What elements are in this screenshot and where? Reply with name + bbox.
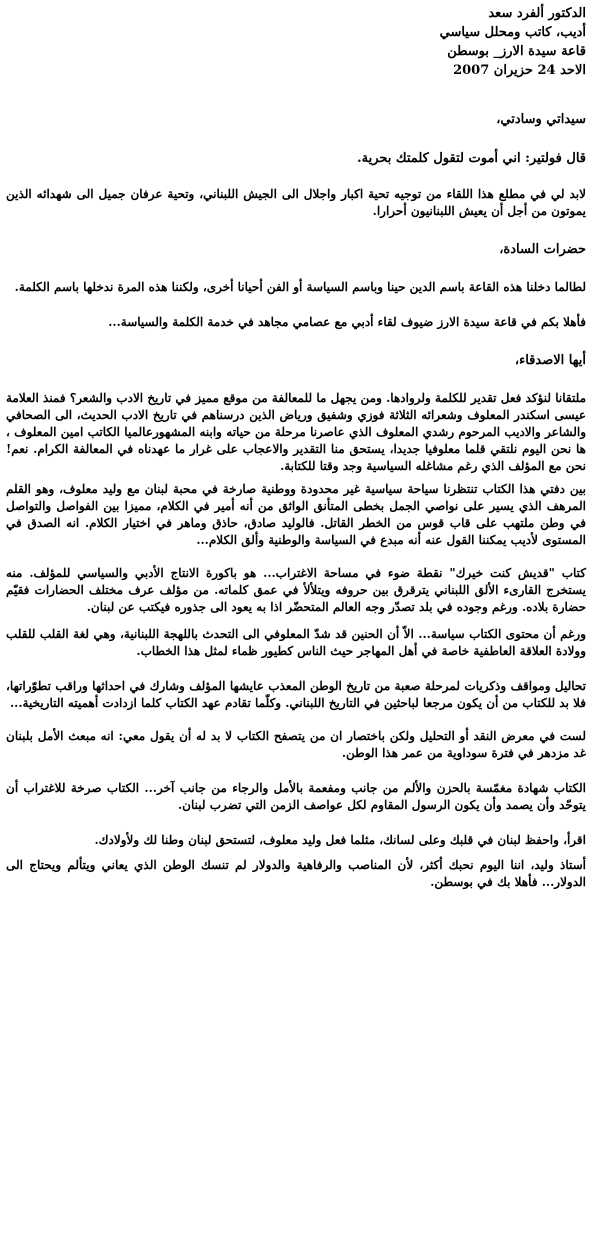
paragraph-analysis: تحاليل ومواقف وذكريات لمرحلة صعبة من تاريخ الوطن المعذب عايشها المؤلف وشارك في احداثها وراقب تطوّراتها، فلا بد للكتاب من أن يكون مرجعا لباحثين في التاريخ اللبناني. وكلّما تقادم عهد الكتاب كلما ازدادت أهميته التاريخية... xyxy=(6,679,586,710)
spacer xyxy=(6,331,586,351)
spacer xyxy=(6,712,586,728)
paragraph-maalouf-family: ملتقانا لنؤكد فعل تقدير للكلمة ولروادها. ومن يجهل ما للمعالفة من موقع مميز في تاريخ الادب والشعر؟ فمنذ العلامة عيسى اسكندر المعلوف وشعرائه الثلاثة فوزي وشفيق ورياض الذين درسناهم في تاريخ الادب الحديث، الى الصحافي والشاعر والاديب المرحوم رشدي المعلوف الذي عاصرنا مرحلة من حياته وابنه المشهورعالميا الكاتب امين المعلوف ، ها نحن اليوم نلتقي قلما معلوفيا جديدا، يستحق منا التقدير والاعجاب على غرار ما عهدناه في المعالفة الكرام. نعم! نحن مع المؤلف الذي رغم مشاغله السياسية وجد وقتا للكتابة. xyxy=(6,391,586,473)
paragraph-testimony: الكتاب شهادة مغمّسة بالحزن والألم من جانب ومفعمة بالأمل والرجاء من جانب آخر... الكتاب صرخة للاغتراب أن يتوحّد وأن يصمد وأن يكون الرسول المقاوم لكل عواصف الزمن التي تضرب لبنان. xyxy=(6,781,586,812)
spacer xyxy=(6,296,586,314)
paragraph-welcome: فأهلا بكم في قاعة سيدة الارز ضيوف لقاء أدبي مع عصامي مجاهد في خدمة الكلمة والسياسة... xyxy=(108,315,586,329)
event-date: الاحد 24 حزيران 2007 xyxy=(453,63,586,78)
spacer xyxy=(6,168,586,186)
spacer xyxy=(6,370,586,390)
spacer xyxy=(6,762,586,780)
spacer xyxy=(6,616,586,626)
paragraph-hall: لطالما دخلنا هذه القاعة باسم الدين حينا وباسم السياسة أو الفن أحيانا أخرى، ولكننا هذه المرة ندخلها باسم الكلمة. xyxy=(14,280,586,294)
opening-salutation: سيداتي وسادتي، xyxy=(496,112,586,127)
paragraph-closing: أستاذ وليد، اننا اليوم نحبك أكثر، لأن المناصب والرفاهية والدولار لم تنسك الوطن الذي يعاني ويتألم ويحتاج الى الدولار... فأهلا بك في بوسطن. xyxy=(6,858,586,889)
spacer xyxy=(6,549,586,565)
paragraph-dialect: ورغم أن محتوى الكتاب سياسة... الاّ أن الحنين قد شدّ المعلوفي الى التحدث باللهجة اللبنانية، وهي لغة القلب للقلب وولادة العلاقة العاطفية خاصة في أهل المهاجر حيث الناس كطيور ظماء لمثل هذا الخطاب. xyxy=(6,627,586,658)
paragraph-army-tribute: لابد لي في مطلع هذا اللقاء من توجيه تحية اكبار واجلال الى الجيش اللبناني، وتحية عرفان جميل الى شهدائه الذين يموتون من أجل أن يعيش اللبنانيون أحرارا. xyxy=(6,187,586,218)
friends-salutation: أيها الاصدقاء، xyxy=(514,353,586,368)
paragraph-book-title: كتاب "قديش كنت خيرك" نقطة ضوء في مساحة الاغتراب... هو باكورة الانتاج الأدبي والسياسي للمؤلف. منه يستخرج القارىء الألق اللبناني يترقرق بين حروفه ويتلألأ في عمق كلماته. من مؤلف عرف مختلف الحضارات فقيّم حضارة بلاده. ورغم وجوده في بلد تصدّر وجه العالم المتحضّر اذا به يعود الى جذوره فيكتب عن لبنان. xyxy=(6,566,586,614)
spacer xyxy=(6,80,586,110)
spacer xyxy=(6,849,586,857)
voltaire-quote: قال فولتير: اني أموت لتقول كلمتك بحرية. xyxy=(357,151,586,166)
paragraph-hope: لست في معرض النقد أو التحليل ولكن باختصار ان من يتصفح الكتاب لا بد له أن يقول معي: انه مبعث الأمل بلبنان غد مزدهر في فترة سوداوية من عمر هذا الوطن. xyxy=(6,729,586,760)
gentlemen-salutation: حضرات السادة، xyxy=(499,242,586,257)
spacer xyxy=(6,660,586,678)
author-role: أديب، كاتب ومحلل سياسي xyxy=(439,25,586,40)
venue: قاعة سيدة الارز_ بوسطن xyxy=(447,44,586,59)
author-name: الدكتور ألفرد سعد xyxy=(488,6,586,21)
spacer xyxy=(6,220,586,240)
spacer xyxy=(6,814,586,832)
spacer xyxy=(6,129,586,149)
spacer xyxy=(6,259,586,279)
paragraph-read: اقرأ، واحفظ لبنان في قلبك وعلى لسانك، مثلما فعل وليد معلوف، لتستحق لبنان وطنا لك ولأولادك. xyxy=(94,833,586,847)
paragraph-book-journey: بين دفتي هذا الكتاب تنتظرنا سياحة سياسية غير محدودة ووطنية صارخة في محبة لبنان مع وليد معلوف، وهو القلم المرهف الذي يسير على نواصي الجمل بخطى المتأنق الواثق من أنه أمير في الكلام، مميزا بين الفواصل والتواصل في وطن ملتهب على قاب قوس من الخطر القاتل. فالوليد صادق، حاذق وماهر في اختيار الكلام. انه الصدق في المستوى لأديب يمكننا القول عنه أنه مبدع في السياسة والوطنية وألق الكلام... xyxy=(6,482,586,547)
